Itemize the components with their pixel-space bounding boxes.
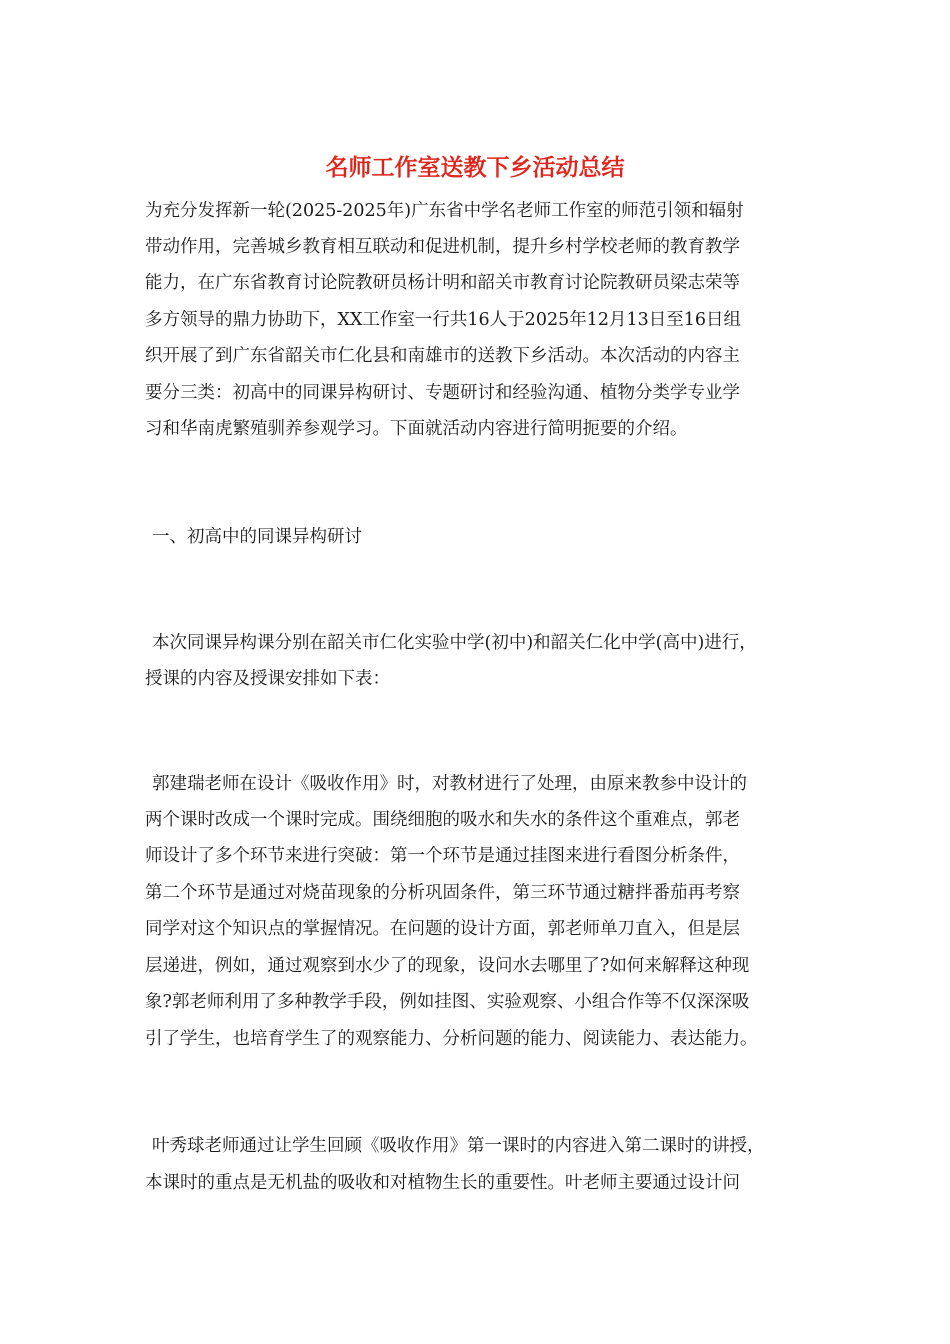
paragraph-line: 师设计了多个环节来进行突破：第一个环节是通过挂图来进行看图分析条件， xyxy=(145,846,740,866)
paragraph-line: 为充分发挥新一轮(2025-2025年)广东省中学名老师工作室的师范引领和辐射 xyxy=(145,201,744,221)
paragraph-line: 第二个环节是通过对烧苗现象的分析巩固条件，第三环节通过糖拌番茄再考察 xyxy=(145,883,740,903)
paragraph-line: 郭建瑞老师在设计《吸收作用》时，对教材进行了处理，由原来教参中设计的 xyxy=(152,774,747,794)
paragraph-line: 引了学生，也培育学生了的观察能力、分析问题的能力、阅读能力、表达能力。 xyxy=(145,1029,758,1049)
paragraph-line: 带动作用，完善城乡教育相互联动和促进机制，提升乡村学校老师的教育教学 xyxy=(145,237,740,257)
paragraph-line: 织开展了到广东省韶关市仁化县和南雄市的送教下乡活动。本次活动的内容主 xyxy=(145,346,740,366)
paragraph-line: 授课的内容及授课安排如下表： xyxy=(145,669,390,689)
paragraph-line: 叶秀球老师通过让学生回顾《吸收作用》第一课时的内容进入第二课时的讲授， xyxy=(152,1136,765,1156)
paragraph-line: 两个课时改成一个课时完成。围绕细胞的吸水和失水的条件这个重难点，郭老 xyxy=(145,810,740,830)
paragraph-line: 要分三类：初高中的同课异构研讨、专题研讨和经验沟通、植物分类学专业学 xyxy=(145,383,740,403)
paragraph-line: 本次同课异构课分别在韶关市仁化实验中学(初中)和韶关仁化中学(高中)进行， xyxy=(152,633,757,653)
paragraph-line: 多方领导的鼎力协助下，XX工作室一行共16人于2025年12月13日至16日组 xyxy=(145,310,742,330)
paragraph-line: 能力，在广东省教育讨论院教研员杨计明和韶关市教育讨论院教研员梁志荣等 xyxy=(145,273,740,293)
section-heading: 一、初高中的同课异构研讨 xyxy=(152,527,362,547)
paragraph-line: 本课时的重点是无机盐的吸收和对植物生长的重要性。叶老师主要通过设计问 xyxy=(145,1173,740,1193)
paragraph-line: 同学对这个知识点的掌握情况。在问题的设计方面，郭老师单刀直入，但是层 xyxy=(145,919,740,939)
document-title: 名师工作室送教下乡活动总结 xyxy=(325,155,625,181)
paragraph-line: 习和华南虎繁殖驯养参观学习。下面就活动内容进行简明扼要的介绍。 xyxy=(145,419,688,439)
paragraph-line: 象?郭老师利用了多种教学手段，例如挂图、实验观察、小组合作等不仅深深吸 xyxy=(145,992,750,1012)
paragraph-line: 层递进，例如，通过观察到水少了的现象，设问水去哪里了?如何来解释这种现 xyxy=(145,956,750,976)
